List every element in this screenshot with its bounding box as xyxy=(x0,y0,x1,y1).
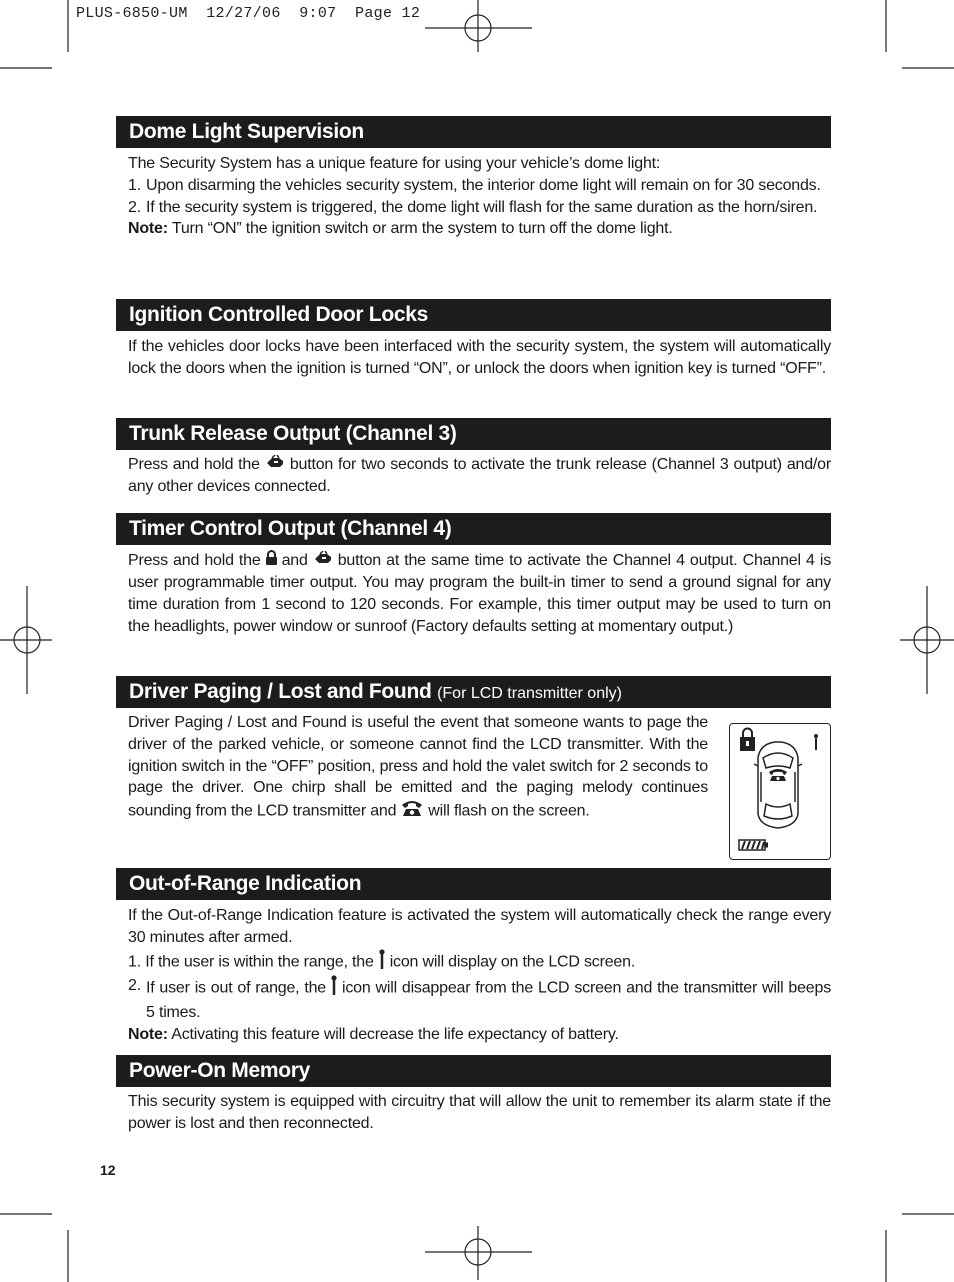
timer-text-3: button at the same time to activate the Channel 4 output. Channel 4 is user programmable timer output. You may program the built-in timer to send a ground signal for any time duration from 1 second to 120 seconds. For example, this timer output may be used to turn on the headlights, power window or sunroof (Factory defaults setting at momentary output.) xyxy=(128,552,831,635)
power-body: This security system is equipped with circuitry that will allow the unit to remember its alarm state if the power is lost and then reconnected. xyxy=(128,1093,831,1132)
trunk-text-before: Press and hold the xyxy=(128,456,260,474)
list-item xyxy=(128,175,831,197)
section-header-power: Power-On Memory xyxy=(116,1055,831,1087)
page-number: 12 xyxy=(100,1162,116,1178)
paging-text-after: will flash on the screen. xyxy=(428,802,590,820)
list-item xyxy=(128,975,831,1024)
list-text: If the security system is triggered, the dome light will flash for the same duration as the horn/siren. xyxy=(146,198,818,216)
trunk-body xyxy=(128,454,831,498)
trunk-text-after: button for two seconds to activate the trunk release (Channel 3 output) and/or any other devices connected. xyxy=(128,456,831,495)
paging-title: Driver Paging / Lost and Found xyxy=(129,680,432,703)
timer-body xyxy=(128,550,831,637)
antenna-icon xyxy=(378,949,386,976)
section-header-trunk: Trunk Release Output (Channel 3) xyxy=(116,418,831,450)
lock-icon xyxy=(265,550,278,572)
list-number: 1. xyxy=(128,176,141,194)
timer-text-2: and xyxy=(281,552,308,570)
section-header-timer: Timer Control Output (Channel 4) xyxy=(116,513,831,545)
paging-body xyxy=(128,712,708,824)
trunk-release-icon xyxy=(264,454,286,476)
lock-icon xyxy=(740,729,755,752)
dome-intro: The Security System has a unique feature for using your vehicle’s dome light: xyxy=(128,155,661,172)
paging-text: Driver Paging / Lost and Found is useful the event that someone wants to page the driver of the parked vehicle, or someone cannot find the LCD transmitter. With the ignition switch in the “OFF” position, press and hold the valet switch for 2 seconds to page the driver. One chirp shall be emitted and the paging melody continues sounding from the LCD transmitter and xyxy=(128,714,708,820)
list-text: icon will disappear from the LCD screen and the transmitter will beeps 5 times. xyxy=(146,980,831,1022)
battery-icon xyxy=(739,840,768,850)
range-note xyxy=(128,1024,831,1046)
range-body xyxy=(128,905,831,1046)
note-text: Activating this feature will decrease the life expectancy of battery. xyxy=(167,1025,619,1043)
list-item xyxy=(128,197,831,219)
list-number: 2. xyxy=(128,977,141,995)
list-text: Upon disarming the vehicles security system, the interior dome light will remain on for 30 seconds. xyxy=(146,176,821,194)
dome-note xyxy=(128,218,831,240)
section-header-ignition: Ignition Controlled Door Locks xyxy=(116,299,831,331)
dome-light-body xyxy=(128,153,831,240)
note-text: Turn “ON” the ignition switch or arm the system to turn off the dome light. xyxy=(167,220,673,238)
list-number: 2. xyxy=(128,198,141,216)
list-text: If the user is within the range, the xyxy=(145,953,374,971)
section-header-paging xyxy=(116,676,831,708)
list-text: If user is out of range, the xyxy=(146,980,327,998)
trunk-release-icon xyxy=(312,550,334,572)
antenna-icon xyxy=(814,734,818,750)
note-label: Note: xyxy=(128,220,168,238)
list-item xyxy=(128,949,831,976)
antenna-icon xyxy=(330,975,338,1002)
phone-icon xyxy=(400,799,424,824)
range-intro: If the Out-of-Range Indication feature is activated the system will automatically check the range every 30 minutes after armed. xyxy=(128,907,831,946)
car-topview-icon xyxy=(730,724,830,858)
note-label: Note: xyxy=(128,1025,168,1043)
print-slug: PLUS-6850-UM 12/27/06 9:07 Page 12 xyxy=(76,5,421,22)
ignition-body: If the vehicles door locks have been interfaced with the security system, the system will automatically lock the doors when the ignition is turned “ON”, or unlock the doors when ignition key is turned “OFF”. xyxy=(128,338,831,377)
list-text: icon will display on the LCD screen. xyxy=(389,953,636,971)
section-header-range: Out-of-Range Indication xyxy=(116,868,831,900)
section-header-dome-light: Dome Light Supervision xyxy=(116,116,831,148)
paging-subtitle: (For LCD transmitter only) xyxy=(437,685,622,702)
list-number: 1. xyxy=(128,953,141,971)
lcd-screen-illustration xyxy=(729,723,831,860)
timer-text-1: Press and hold the xyxy=(128,552,261,570)
